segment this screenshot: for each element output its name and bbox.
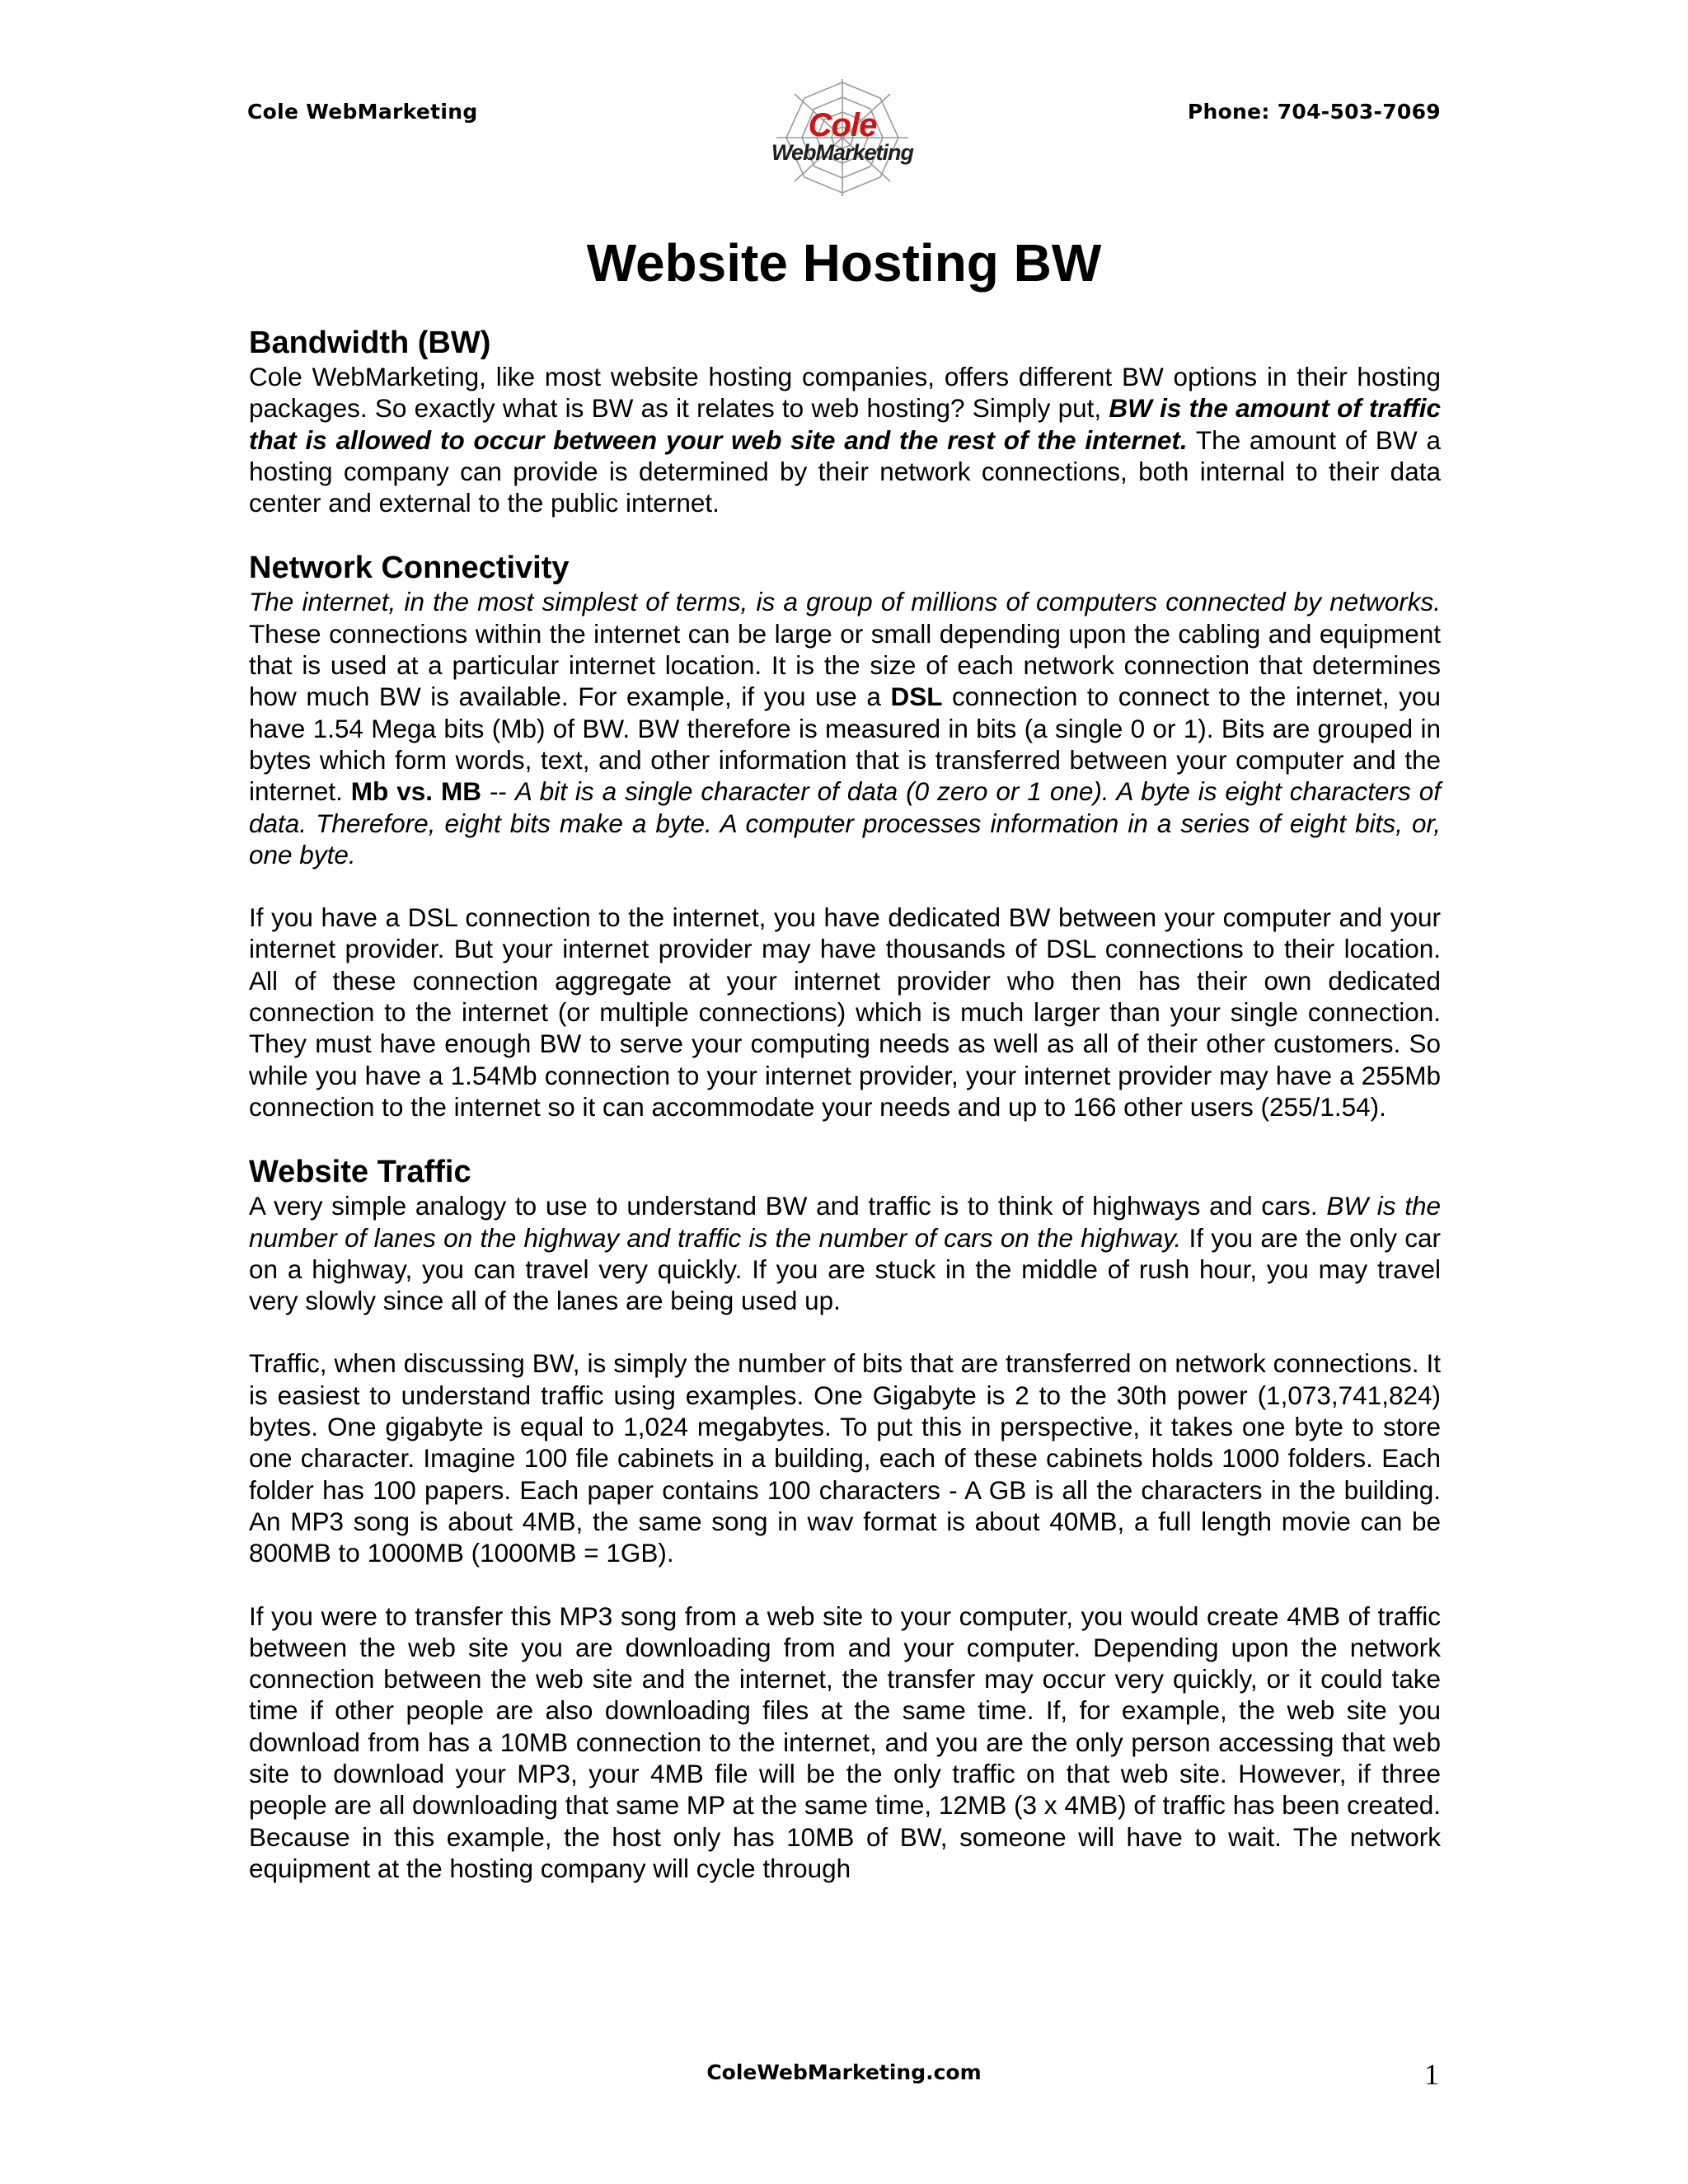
logo-text-cole: Cole — [808, 107, 877, 143]
section-heading: Bandwidth (BW) — [249, 326, 491, 360]
header-company-name: Cole WebMarketing — [247, 100, 478, 124]
document-body — [249, 325, 1441, 1884]
body-paragraph — [249, 586, 1441, 870]
text-segment: connection to connect to the internet, you have 1.54 Mega bits (Mb) of BW. BW therefore is measured in bits (a single 0 or 1). Bits are grouped in bytes which form words, text, and other information that is transferred between your computer and the internet. — [249, 682, 1441, 807]
text-segment: -- — [481, 776, 515, 807]
text-segment: If you have a DSL connection to the internet, you have dedicated BW between your computer and your internet provider. But your internet provider may have thousands of DSL connections to their location. All of these connection aggregate at your internet provider who then has their own dedicated connection to the internet (or multiple connections) which is much larger than your single connection. They must have enough BW to serve your computing needs as well as all of their other customers. So while you have a 1.54Mb connection to your internet provider, your internet provider may have a 255Mb connection to the internet so it can accommodate your needs and up to 166 other users (255/1.54). — [249, 902, 1441, 1122]
text-segment: A very simple analogy to use to understand BW and traffic is to think of highways and cars. — [249, 1191, 1327, 1221]
text-segment: The amount of BW a hosting company can provide is determined by their network connections, both internal to their data center and external to the public internet. — [249, 424, 1441, 518]
body-paragraph — [249, 902, 1441, 1122]
text-segment: BW is the amount of traffic that is allowed to occur between your web site and the rest of the internet. — [249, 393, 1441, 455]
text-segment: If you are the only car on a highway, you can travel very quickly. If you are stuck in the middle of rush hour, you may travel very slowly since all of the lanes are being used up. — [249, 1222, 1441, 1316]
text-segment: Mb vs. MB — [350, 776, 481, 807]
logo-text-webmarketing: WebMarketing — [771, 140, 914, 165]
footer-website: ColeWebMarketing.com — [706, 2060, 982, 2084]
text-segment: If you were to transfer this MP3 song from a web site to your computer, you would create 4MB of traffic between the web site you are downloading from and your computer. Depending upon the network connection between the web site and the internet, the transfer may occur very quickly, or it could take time if other people are also downloading files at the same time. If, for example, the web site you download from has a 10MB connection to the internet, and you are the only person accessing that web site to download your MP3, your 4MB file will be the only traffic on that web site. However, if three people are all downloading that same MP at the same time, 12MB (3 x 4MB) of traffic has been created. Because in this example, the host only has 10MB of BW, someone will have to wait. The network equipment at the hosting company will cycle through — [249, 1601, 1441, 1883]
text-segment: Traffic, when discussing BW, is simply the number of bits that are transferred on network connections. It is easiest to understand traffic using examples. One Gigabyte is 2 to the 30th power (1,073,741,824) bytes. One gigabyte is equal to 1,024 megabytes. To put this in perspective, it takes one byte to store one character. Imagine 100 file cabinets in a building, each of these cabinets holds 1000 folders. Each folder has 100 papers. Each paper contains 100 characters - A GB is all the characters in the building. An MP3 song is about 4MB, the same song in wav format is about 40MB, a full length movie can be 800MB to 1000MB (1000MB = 1GB). — [249, 1348, 1441, 1568]
text-segment: A bit is a single character of data (0 zero or 1 one). A byte is eight characters of data. Therefore, eight bits make a byte. A computer processes information in a series of eight bits, or, one byte. — [249, 776, 1441, 869]
company-logo — [760, 76, 925, 199]
text-segment: Cole WebMarketing, like most website hosting companies, offers different BW options in their hosting packages. So exactly what is BW as it relates to web hosting? Simply put, — [249, 362, 1441, 424]
header-phone: Phone: 704-503-7069 — [1187, 100, 1441, 124]
page-number: 1 — [1424, 2058, 1439, 2091]
body-paragraph — [249, 1601, 1441, 1885]
body-paragraph — [249, 1347, 1441, 1568]
text-segment: DSL — [890, 682, 943, 712]
page-title: Website Hosting BW — [586, 233, 1102, 293]
section-heading: Website Traffic — [249, 1155, 471, 1190]
section-heading: Network Connectivity — [249, 551, 570, 586]
text-segment: BW is the number of lanes on the highway and traffic is the number of cars on the highway. — [249, 1191, 1441, 1253]
text-segment: These connections within the internet can be large or small depending upon the cabling and equipment that is used at a particular internet location. It is the size of each network connection that determines how much BW is available. For example, if you use a — [249, 618, 1441, 712]
body-paragraph — [249, 1190, 1441, 1316]
text-segment: The internet, in the most simplest of terms, is a group of millions of computers connected by networks. — [249, 587, 1441, 617]
body-paragraph — [249, 361, 1441, 518]
